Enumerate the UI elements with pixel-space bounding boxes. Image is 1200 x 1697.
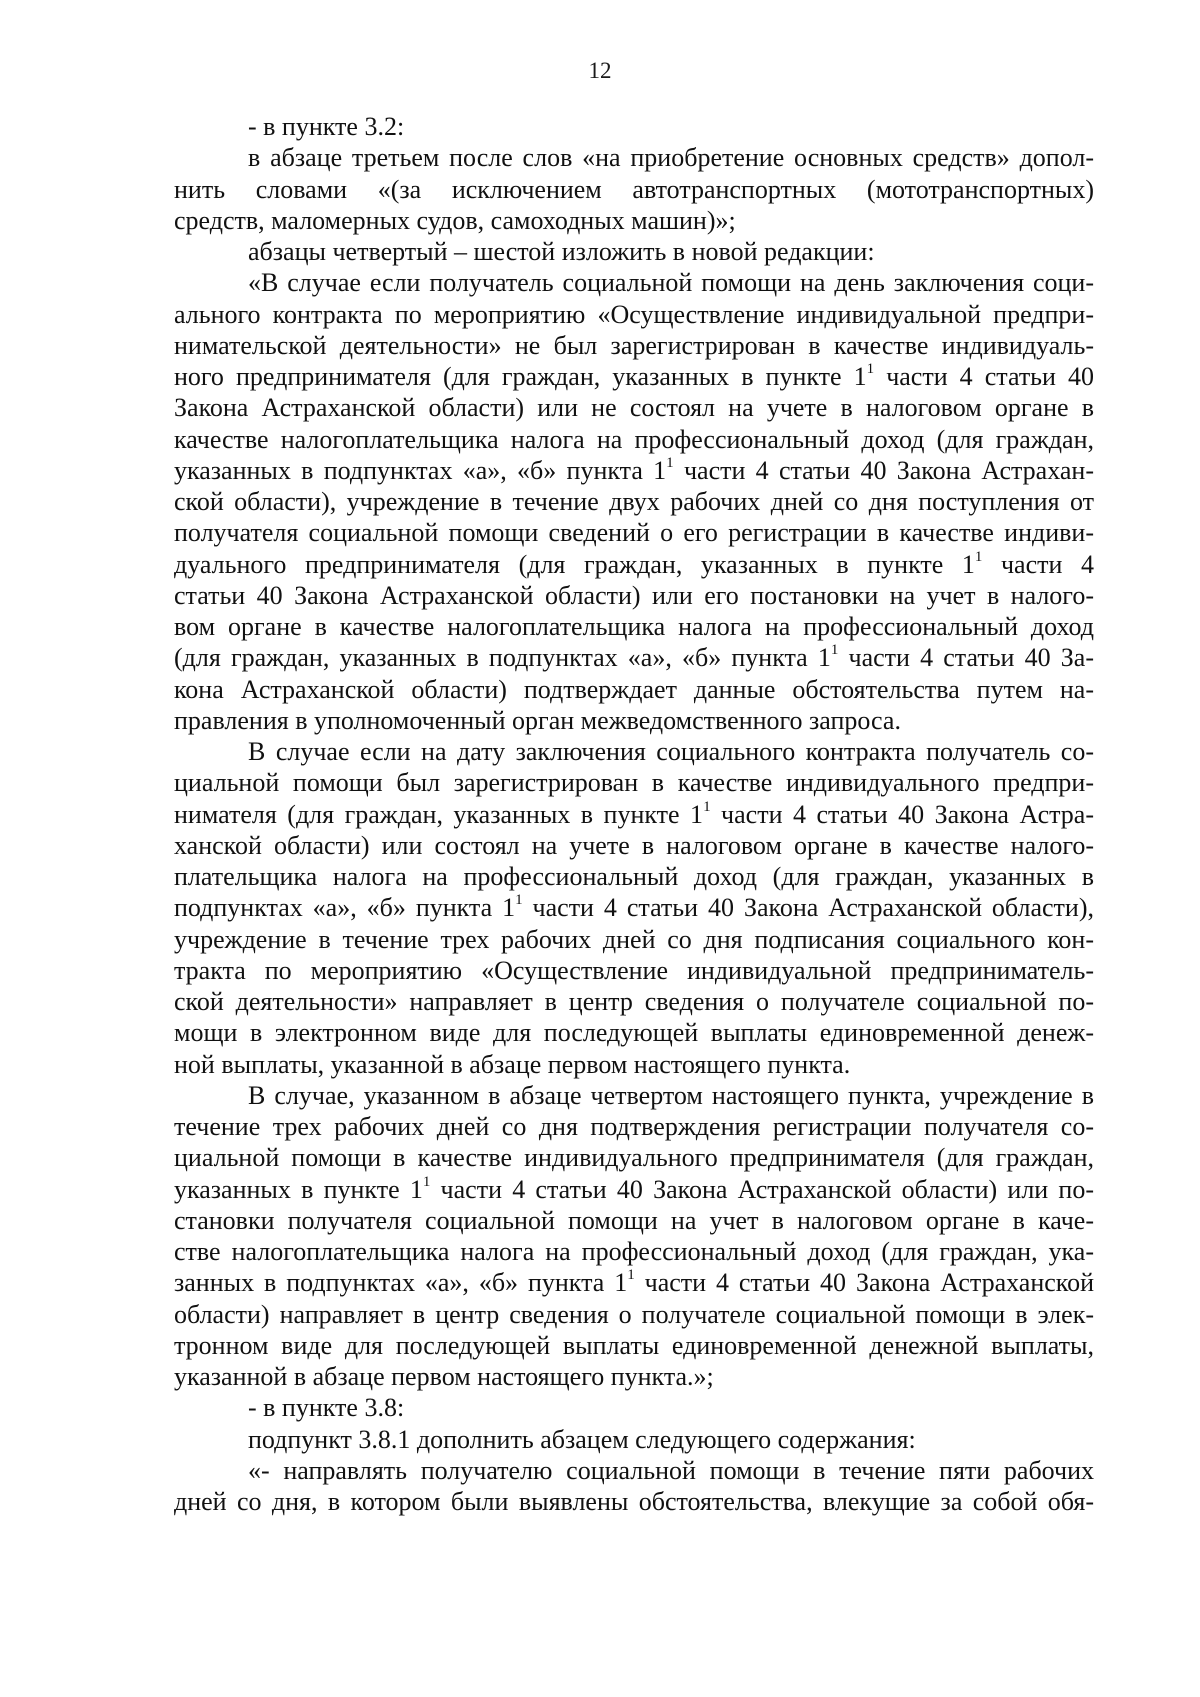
text-segment: части 4 статьи 40 Закона Астрахан- — [673, 456, 1094, 485]
text-line — [174, 549, 1094, 581]
text-segment: мощи в электронном виде для последующей выплаты единовременной денеж- — [174, 1018, 1094, 1047]
text-line — [174, 1111, 1094, 1143]
text-line — [248, 736, 1094, 768]
text-line — [174, 1361, 1094, 1393]
text-segment: занных в подпунктах «а», «б» пункта 1 — [174, 1268, 628, 1297]
text-segment: ской деятельности» направляет в центр сведения о получателе социальной по- — [174, 987, 1094, 1016]
text-segment: В случае если на дату заключения социального контракта получатель со- — [248, 737, 1094, 766]
text-segment: статьи 40 Закона Астраханской области) или его постановки на учет в налого- — [174, 581, 1094, 610]
superscript: 1 — [422, 1174, 431, 1191]
text-line — [174, 486, 1094, 518]
text-line — [248, 1080, 1094, 1112]
text-line — [174, 705, 1094, 737]
text-line — [174, 1017, 1094, 1049]
text-segment: абзацы четвертый – шестой изложить в новой редакции: — [248, 237, 875, 266]
text-line — [248, 1424, 1094, 1456]
text-segment: «В случае если получатель социальной помощи на день заключения соци- — [248, 268, 1094, 297]
text-segment: части 4 статьи 40 Закона Астра- — [710, 800, 1094, 829]
superscript: 1 — [830, 642, 839, 659]
text-segment: «- направлять получателю социальной помощи в течение пяти рабочих — [248, 1456, 1094, 1485]
text-segment: циальной помощи в качестве индивидуального предпринимателя (для граждан, — [174, 1143, 1094, 1172]
text-segment: получателя социальной помощи сведений о его регистрации в качестве индиви- — [174, 518, 1094, 547]
text-segment: учреждение в течение трех рабочих дней со дня подписания социального кон- — [174, 925, 1094, 954]
text-line — [174, 174, 1094, 206]
text-segment: подпункт 3.8.1 дополнить абзацем следующего содержания: — [248, 1425, 916, 1454]
text-line — [174, 1330, 1094, 1362]
text-segment: ного предпринимателя (для граждан, указанных в пункте 1 — [174, 362, 867, 391]
text-line — [174, 299, 1094, 331]
text-segment: части 4 — [982, 550, 1095, 579]
text-line — [248, 267, 1094, 299]
text-segment: плательщика налога на профессиональный доход (для граждан, указанных в — [174, 862, 1094, 891]
text-line — [174, 205, 1094, 237]
text-segment: ального контракта по мероприятию «Осуществление индивидуальной предпри- — [174, 300, 1094, 329]
superscript: 1 — [703, 799, 711, 816]
text-line — [174, 1267, 1094, 1299]
superscript: 1 — [627, 1267, 635, 1284]
text-line — [174, 1049, 1094, 1081]
text-segment: циальной помощи был зарегистрирован в качестве индивидуального предпри- — [174, 768, 1094, 797]
page-number: 12 — [588, 58, 612, 83]
text-line — [174, 392, 1094, 424]
text-line — [174, 1299, 1094, 1331]
text-segment: стве налогоплательщика налога на профессиональный доход (для граждан, ука- — [174, 1237, 1094, 1266]
text-segment: части 4 статьи 40 — [874, 362, 1095, 391]
text-line — [174, 517, 1094, 549]
text-line — [174, 580, 1094, 612]
text-line — [174, 1174, 1094, 1206]
text-segment: нимателя (для граждан, указанных в пункте 1 — [174, 800, 704, 829]
text-segment: качестве налогоплательщика налога на профессиональный доход (для граждан, — [174, 425, 1094, 454]
text-line — [248, 1455, 1094, 1487]
text-segment: части 4 статьи 40 Закона Астраханской — [634, 1268, 1094, 1297]
text-line — [174, 1486, 1094, 1518]
text-segment: течение трех рабочих дней со дня подтверждения регистрации получателя со- — [174, 1112, 1094, 1141]
text-line — [174, 1142, 1094, 1174]
superscript: 1 — [974, 549, 983, 566]
text-segment: дней со дня, в котором были выявлены обстоятельства, влекущие за собой обя- — [174, 1487, 1094, 1516]
text-line — [174, 830, 1094, 862]
text-segment: правления в уполномоченный орган межведомственного запроса. — [174, 706, 901, 735]
text-segment: части 4 статьи 40 Закона Астраханской области), — [522, 893, 1094, 922]
text-line — [174, 674, 1094, 706]
text-line — [174, 330, 1094, 362]
text-line — [174, 361, 1094, 393]
text-line — [174, 611, 1094, 643]
text-segment: области) направляет в центр сведения о получателе социальной помощи в элек- — [174, 1300, 1094, 1329]
text-segment: ханской области) или состоял на учете в налоговом органе в качестве налого- — [174, 831, 1094, 860]
text-segment: части 4 статьи 40 Закона Астраханской области) или по- — [430, 1175, 1094, 1204]
text-line — [174, 1236, 1094, 1268]
text-segment: (для граждан, указанных в подпунктах «а», «б» пункта 1 — [174, 643, 831, 672]
text-segment: части 4 статьи 40 За- — [838, 643, 1094, 672]
superscript: 1 — [515, 892, 523, 909]
text-line — [174, 455, 1094, 487]
text-line — [248, 142, 1094, 174]
text-segment: указанной в абзаце первом настоящего пункта.»; — [174, 1362, 714, 1391]
text-segment: нимательской деятельности» не был зарегистрирован в качестве индивидуаль- — [174, 331, 1094, 360]
text-segment: в абзаце третьем после слов «на приобретение основных средств» допол- — [248, 143, 1094, 172]
text-segment: кона Астраханской области) подтверждает данные обстоятельства путем на- — [174, 675, 1094, 704]
text-line — [174, 955, 1094, 987]
text-line — [174, 799, 1094, 831]
superscript: 1 — [866, 361, 875, 378]
text-segment: Закона Астраханской области) или не состоял на учете в налоговом органе в — [174, 393, 1094, 422]
text-line — [174, 1205, 1094, 1237]
text-segment: вом органе в качестве налогоплательщика налога на профессиональный доход — [174, 612, 1094, 641]
text-line — [174, 424, 1094, 456]
text-line — [174, 642, 1094, 674]
text-segment: ской области), учреждение в течение двух рабочих дней со дня поступления от — [174, 487, 1094, 516]
text-segment: тронном виде для последующей выплаты единовременной денежной выплаты, — [174, 1331, 1094, 1360]
text-segment: становки получателя социальной помощи на учет в налоговом органе в каче- — [174, 1206, 1094, 1235]
text-line — [174, 892, 1094, 924]
text-segment: - в пункте 3.8: — [248, 1393, 405, 1422]
text-segment: ной выплаты, указанной в абзаце первом настоящего пункта. — [174, 1050, 851, 1079]
text-segment: - в пункте 3.2: — [248, 112, 405, 141]
text-segment: тракта по мероприятию «Осуществление индивидуальной предприниматель- — [174, 956, 1094, 985]
text-segment: указанных в пункте 1 — [174, 1175, 423, 1204]
text-line — [174, 924, 1094, 956]
text-segment: средств, маломерных судов, самоходных машин)»; — [174, 206, 736, 235]
text-segment: В случае, указанном в абзаце четвертом настоящего пункта, учреждение в — [248, 1081, 1094, 1110]
text-segment: подпунктах «а», «б» пункта 1 — [174, 893, 516, 922]
text-line — [248, 111, 1094, 143]
text-segment: нить словами «(за исключением автотранспортных (мототранспортных) — [174, 175, 1094, 204]
superscript: 1 — [666, 455, 674, 472]
text-segment: дуального предпринимателя (для граждан, указанных в пункте 1 — [174, 550, 975, 579]
text-line — [174, 986, 1094, 1018]
text-segment: указанных в подпунктах «а», «б» пункта 1 — [174, 456, 667, 485]
text-line — [174, 767, 1094, 799]
text-line — [174, 861, 1094, 893]
text-line — [248, 236, 1094, 268]
text-line — [248, 1392, 1094, 1424]
